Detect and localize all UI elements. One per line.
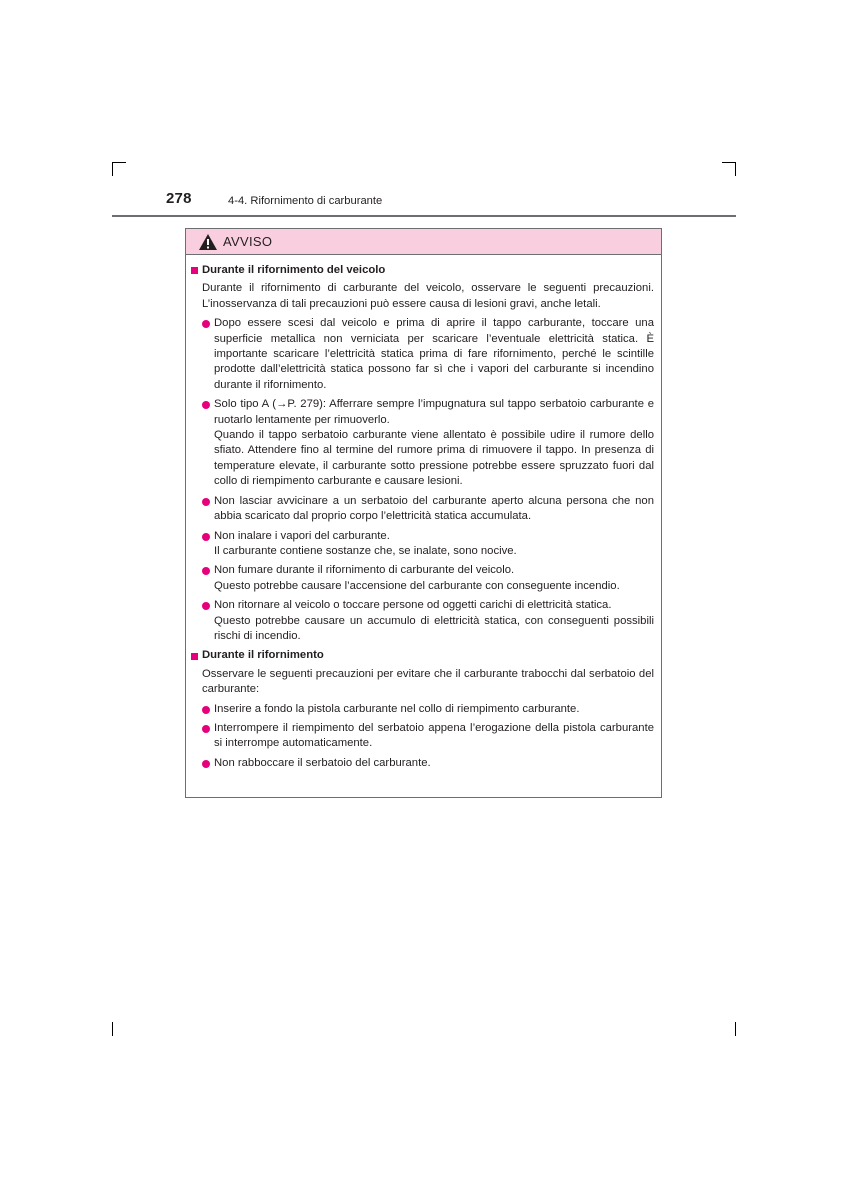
- warning-title: AVVISO: [223, 234, 273, 249]
- section-heading-text: Durante il rifornimento del veicolo: [202, 264, 386, 276]
- section-heading: [191, 263, 654, 278]
- list-item: [191, 529, 654, 560]
- dot-bullet-icon: [202, 567, 210, 575]
- list-item-text: Solo tipo A (→P. 279): Afferrare sempre l’impugnatura sul tappo serbatoio carburante e ruotarlo lentamente per rimuoverlo.: [214, 398, 654, 426]
- list-item-text: Non fumare durante il rifornimento di carburante del veicolo.: [214, 564, 515, 577]
- list-item: [191, 563, 654, 594]
- crop-mark: [112, 162, 126, 163]
- crop-mark: [735, 162, 736, 176]
- list-item-text: Inserire a fondo la pistola carburante nel collo di riempimento carburante.: [214, 702, 580, 715]
- dot-bullet-icon: [202, 320, 210, 328]
- warning-body: [186, 255, 661, 771]
- dot-bullet-icon: [202, 706, 210, 714]
- list-item: [191, 756, 654, 771]
- list-item: [191, 397, 654, 489]
- list-item-text: Non inalare i vapori del carburante.: [214, 529, 390, 542]
- warning-box: [185, 228, 662, 798]
- section-title: 4-4. Rifornimento di carburante: [228, 195, 383, 207]
- list-item-text: Non rabboccare il serbatoio del carburante.: [214, 756, 431, 769]
- header-divider: [112, 215, 736, 217]
- dot-bullet-icon: [202, 533, 210, 541]
- square-bullet-icon: [191, 267, 198, 274]
- warning-header: [186, 229, 661, 255]
- list-item-note: Quando il tappo serbatoio carburante viene allentato è possibile udire il rumore dello sfiato. Attendere fino al termine del rumore prima di rimuovere il tappo. In presenza di temperature elevate, il carburante sotto pressione potrebbe essere spruzzato fuori dal collo di riempimento carburante e causare lesioni.: [214, 429, 654, 488]
- list-item-note: Il carburante contiene sostanze che, se inalate, sono nocive.: [214, 544, 517, 557]
- crop-mark: [735, 1022, 736, 1036]
- list-item: [191, 494, 654, 525]
- list-item-text: Interrompere il riempimento del serbatoio appena l’erogazione della pistola carburante si interrompe automaticamente.: [214, 721, 654, 750]
- section-intro: Osservare le seguenti precauzioni per evitare che il carburante trabocchi dal serbatoio del carburante:: [202, 667, 654, 696]
- section-heading: [191, 648, 654, 663]
- dot-bullet-icon: [202, 760, 210, 768]
- dot-bullet-icon: [202, 498, 210, 506]
- crop-mark: [722, 162, 736, 163]
- section-heading-text: Durante il rifornimento: [202, 649, 324, 662]
- list-item: [191, 316, 654, 393]
- crop-mark: [112, 162, 113, 176]
- warning-triangle-icon: [198, 233, 218, 251]
- dot-bullet-icon: [202, 401, 210, 409]
- square-bullet-icon: [191, 653, 198, 660]
- section-intro: Durante il rifornimento di carburante del veicolo, osservare le seguenti precauzioni. L’inosservanza di tali precauzioni può essere causa di lesioni gravi, anche letali.: [202, 282, 654, 310]
- page-number: 278: [166, 190, 192, 207]
- dot-bullet-icon: [202, 725, 210, 733]
- list-item-note: Questo potrebbe causare un accumulo di elettricità statica, con conseguenti possibili rischi di incendio.: [214, 614, 654, 642]
- list-item: [191, 598, 654, 644]
- dot-bullet-icon: [202, 602, 210, 610]
- list-item-note: Questo potrebbe causare l’accensione del carburante con conseguente incendio.: [214, 579, 620, 592]
- list-item-text: Non ritornare al veicolo o toccare persone od oggetti carichi di elettricità statica.: [214, 599, 612, 612]
- list-item: [191, 702, 654, 717]
- list-item: [191, 721, 654, 752]
- list-item-text: Non lasciar avvicinare a un serbatoio del carburante aperto alcuna persona che non abbia scaricato dal proprio corpo l’elettricità statica accumulata.: [214, 494, 654, 523]
- list-item-text: Dopo essere scesi dal veicolo e prima di aprire il tappo carburante, toccare una superficie metallica non verniciata per scaricare l’eventuale elettricità statica. È importante scaricare l’elettricità statica prima di fare rifornimento, perché le scintille prodotte dall’elettricità statica possono far sì che i vapori del carburante si incendino durante il rifornimento.: [214, 317, 654, 391]
- crop-mark: [112, 1022, 113, 1036]
